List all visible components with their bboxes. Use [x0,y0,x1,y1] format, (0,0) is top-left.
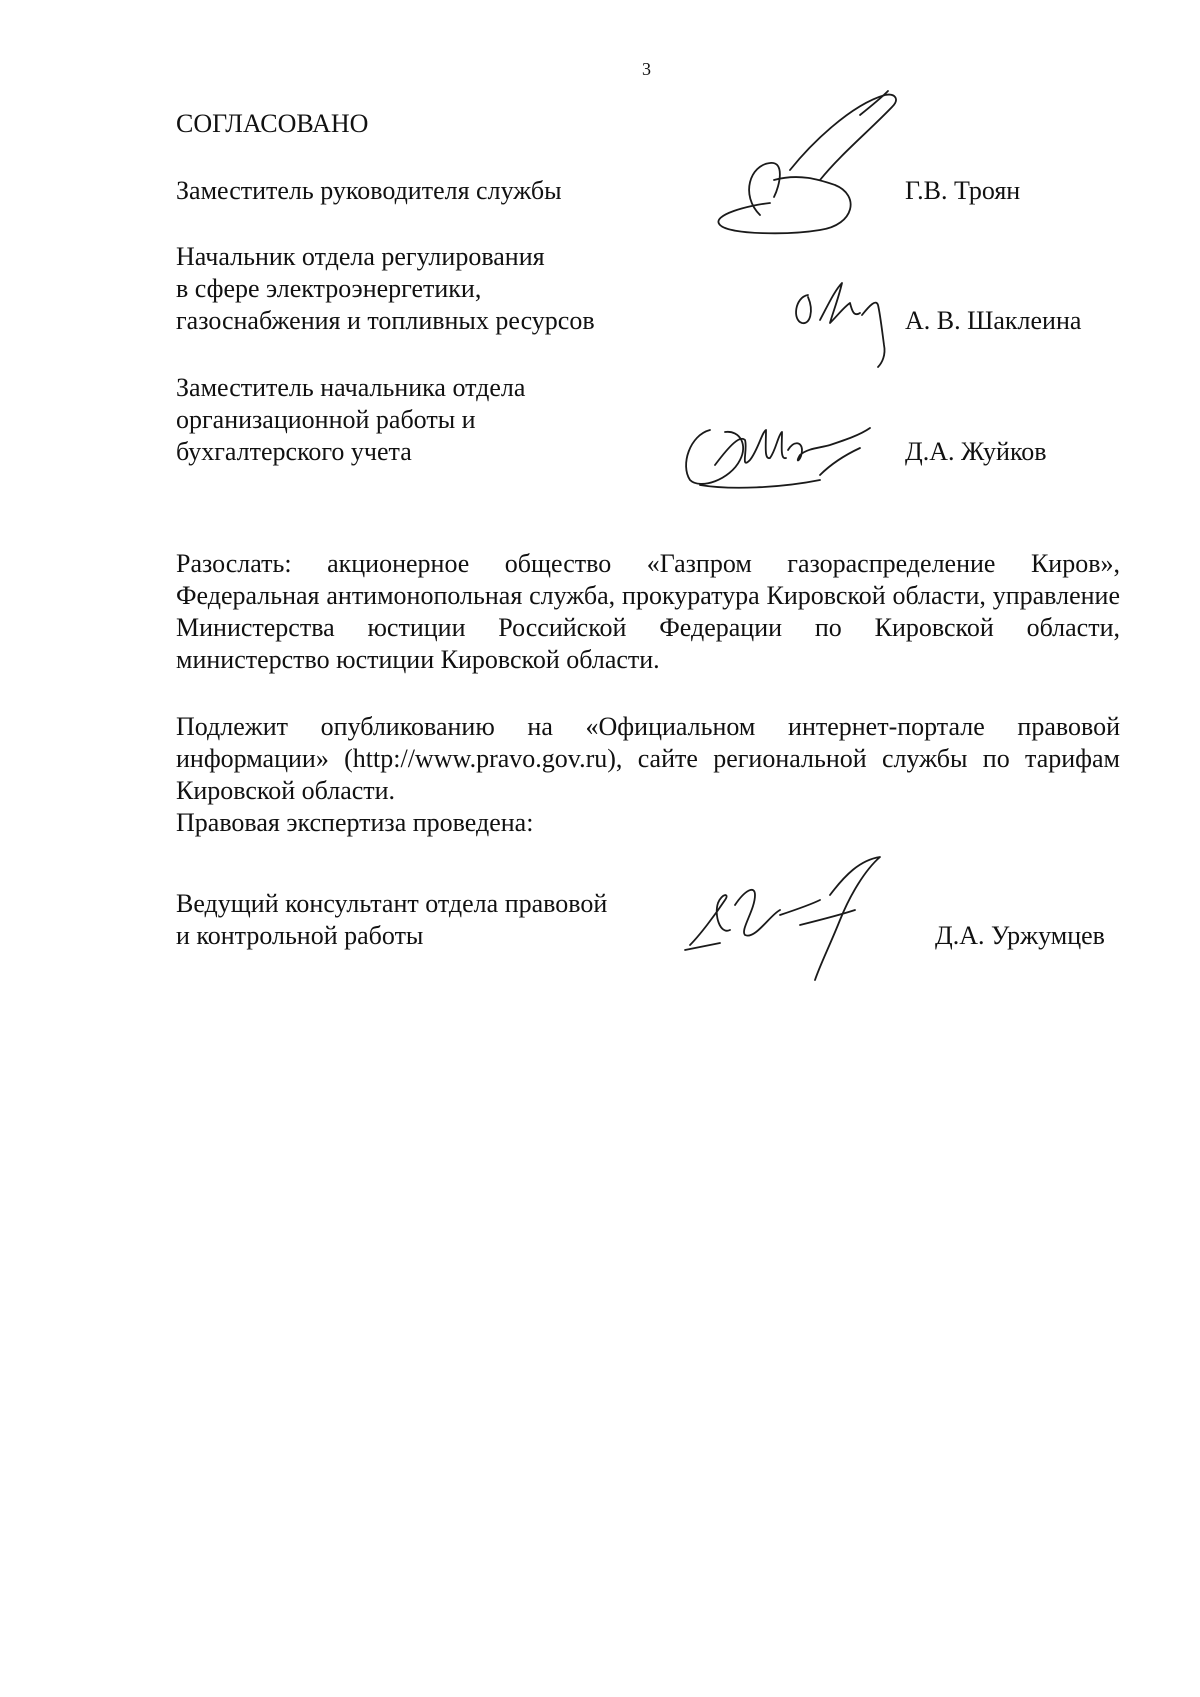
approver-3-position-line-1: Заместитель начальника отдела [176,373,526,402]
approver-3-name: Д.А. Жуйков [905,437,1047,466]
page-number: 3 [642,59,651,79]
approval-heading: СОГЛАСОВАНО [176,109,369,138]
reviewer-position-line-1: Ведущий консультант отдела правовой [176,889,608,918]
approver-2-position-line-3: газоснабжения и топливных ресурсов [176,306,595,335]
reviewer-name: Д.А. Уржумцев [935,921,1105,950]
reviewer-position-line-2: и контрольной работы [176,921,424,950]
publication-paragraph: Подлежит опубликованию на «Официальном интернет-портале правовой информации» (http://www.pravo.gov.ru), сайте региональной службы по тарифам Кировской области. [176,712,1120,805]
approver-2-name: А. В. Шаклеина [905,306,1082,335]
signature-shakleina [790,275,900,380]
approver-1-position-line-1: Заместитель руководителя службы [176,176,562,205]
approver-2-position-line-1: Начальник отдела регулирования [176,242,545,271]
distribution-paragraph: Разослать: акционерное общество «Газпром газораспределение Киров», Федеральная антимонопольная служба, прокуратура Кировской области, управление Министерства юстиции Российской Федерации по Кировской области, министерство юстиции Кировской области. [176,549,1120,674]
approver-3-position-line-2: организационной работы и [176,405,476,434]
legal-review-line: Правовая экспертиза проведена: [176,808,534,837]
signature-troyan [710,85,930,245]
approver-2-position-line-2: в сфере электроэнергетики, [176,274,482,303]
signature-urzhumtsev [680,855,900,985]
signature-zhuykov [670,410,880,500]
approver-3-position-line-3: бухгалтерского учета [176,437,412,466]
approver-1-name: Г.В. Троян [905,176,1021,205]
